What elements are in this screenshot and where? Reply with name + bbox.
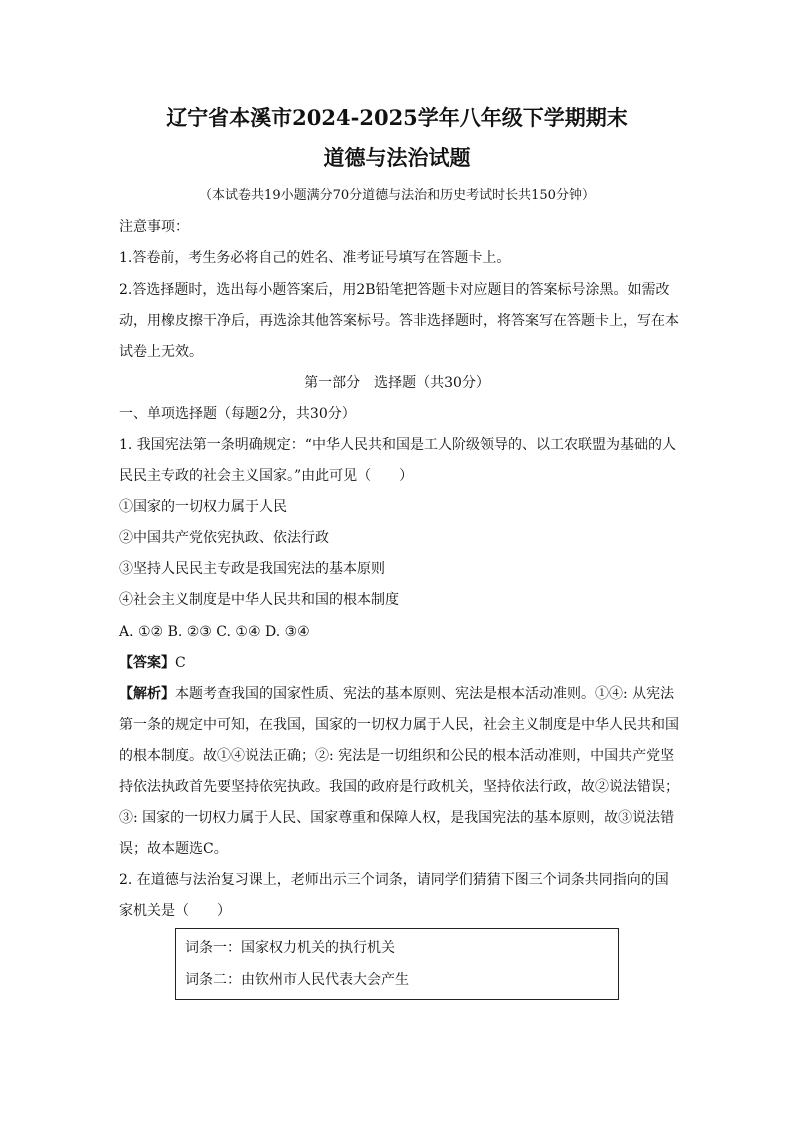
notice-item-2-line3: 试卷上无效。: [119, 344, 203, 360]
q1-option-4: ④社会主义制度是中华人民共和国的根本制度: [119, 592, 399, 608]
analysis-label: 【解析】: [119, 686, 175, 702]
q1-option-3: ③坚持人民民主专政是我国宪法的基本原则: [119, 561, 385, 577]
exam-title-line1: 辽宁省本溪市2024-2025学年八年级下学期期末: [166, 105, 628, 130]
q1-analysis-line3: 的根本制度。故①④说法正确；②: 宪法是一切组织和公民的根本活动准则，中国共产党坚: [119, 748, 675, 764]
answer-label: 【答案】: [119, 655, 175, 671]
exam-title-line2: 道德与法治试题: [323, 145, 471, 170]
part1-heading: 第一部分 选择题（共30分）: [304, 375, 490, 391]
notice-item-1: 1.答卷前，考生务必将自己的姓名、准考证号填写在答题卡上。: [119, 250, 511, 266]
q2-stem-line2: 家机关是（ ）: [119, 903, 231, 919]
q2-stem-line1: 2. 在道德与法治复习课上，老师出示三个词条，请同学们猜猜下图三个词条共同指向的国: [119, 872, 669, 888]
q1-analysis-line1: [119, 684, 679, 704]
q1-option-1: ①国家的一切权力属于人民: [119, 499, 287, 515]
q2-clue-2: 词条二：由钦州市人民代表大会产生: [185, 972, 409, 988]
q2-clue-box: [175, 928, 619, 1000]
q1-answer: [119, 653, 679, 673]
q1-analysis-line6: 误；故本题选C。: [119, 841, 228, 857]
q2-clue-1: 词条一：国家权力机关的执行机关: [185, 940, 395, 956]
q1-choices: A. ①② B. ②③ C. ①④ D. ③④: [119, 624, 310, 640]
exam-subtitle: （本试卷共19小题满分70分道德与法治和历史考试时长共150分钟）: [199, 188, 595, 203]
notice-item-2-line1: 2.答选择题时，选出每小题答案后，用2B铅笔把答题卡对应题目的答案标号涂黑。如需改: [119, 282, 670, 298]
q1-analysis-line5: ③: 国家的一切权力属于人民、国家尊重和保障人权，是我国宪法的基本原则，故③说法错: [119, 810, 675, 826]
analysis-text: 本题考查我国的国家性质、宪法的基本原则、宪法是根本活动准则。①④: 从宪法: [175, 686, 675, 702]
q1-stem-line1: 1. 我国宪法第一条明确规定：“中华人民共和国是工人阶级领导的、以工农联盟为基础的人: [119, 437, 676, 453]
notice-heading: 注意事项：: [119, 219, 189, 235]
q1-option-2: ②中国共产党依宪执政、依法行政: [119, 530, 329, 546]
section-heading: 一、单项选择题（每题2分，共30分）: [119, 406, 356, 422]
q1-analysis-line4: 持依法执政首先要坚持依宪执政。我国的政府是行政机关，坚持依法行政，故②说法错误；: [119, 779, 679, 795]
q1-stem-line2: 民民主专政的社会主义国家。”由此可见（ ）: [119, 468, 414, 484]
q1-analysis-line2: 第一条的规定中可知，在我国，国家的一切权力属于人民，社会主义制度是中华人民共和国: [119, 717, 679, 733]
answer-value: C: [175, 655, 186, 671]
notice-item-2-line2: 动，用橡皮擦干净后，再选涂其他答案标号。答非选择题时，将答案写在答题卡上，写在本: [119, 313, 679, 329]
